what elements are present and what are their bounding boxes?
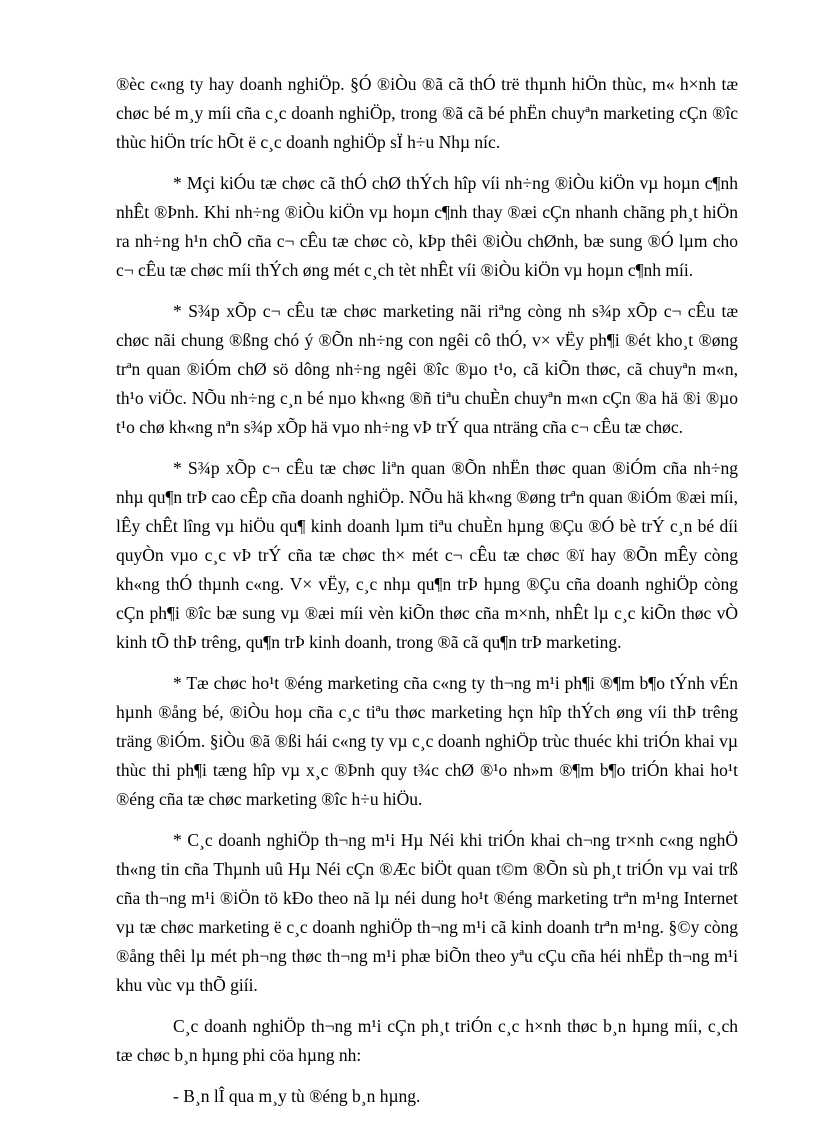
paragraph-5: * Tæ chøc ho¹t ®éng marketing cña c«ng ty th¬ng m¹i ph¶i ®¶m b¶o tÝnh vÉn hµnh ®ång bé, ®iÒu hoµ cña c¸c tiªu thøc marketing hçn hîp thÝch øng víi thÞ trêng träng ®iÓm. §iÒu ®ã ®ßi hái c«ng ty vµ c¸c doanh nghiÖp trùc thuéc khi triÓn khai vµ thùc thi ph¶i tæng hîp vµ x¸c ®Þnh quy t¾c chØ ®¹o nh»m ®¶m b¶o triÓn khai ho¹t ®éng cña tæ chøc marketing ®îc h÷u hiÖu. <box>116 673 738 809</box>
paragraph-4: * S¾p xÕp c¬ cÊu tæ chøc liªn quan ®Õn nhËn thøc quan ®iÓm cña nh÷ng nhµ qu¶n trÞ cao cÊp cña doanh nghiÖp. NÕu hä kh«ng ®øng trªn quan ®iÓm ®æi míi, lÊy chÊt lîng vµ hiÖu qu¶ kinh doanh lµm tiªu chuÈn hµng ®Çu ®Ó bè trÝ c¸n bé díi quyÒn vµo c¸c vÞ trÝ cña tæ chøc th× mét c¬ cÊu tæ chøc ®ï hay ®Õn mÊy còng kh«ng thÓ thµnh c«ng. V× vËy, c¸c nhµ qu¶n trÞ hµng ®Çu cña doanh nghiÖp còng cÇn ph¶i ®îc bæ sung vµ ®æi míi vèn kiÕn thøc cña m×nh, nhÊt lµ c¸c kiÕn thøc vÒ kinh tÕ thÞ trêng, qu¶n trÞ kinh doanh, trong ®ã cã qu¶n trÞ marketing. <box>116 458 738 652</box>
paragraph-8: - B¸n lÎ qua m¸y tù ®éng b¸n hµng. <box>173 1086 421 1106</box>
paragraph-1: ®èc c«ng ty hay doanh nghiÖp. §Ó ®iÒu ®ã cã thÓ trë thµnh hiÖn thùc, m« h×nh tæ chøc bé m¸y míi cña c¸c doanh nghiÖp, trong ®ã cã bé phËn chuyªn marketing cÇn ®îc thùc hiÖn tríc hÕt ë c¸c doanh nghiÖp sÏ h÷u Nhµ níc. <box>116 74 738 152</box>
paragraph-6: * C¸c doanh nghiÖp th¬ng m¹i Hµ Néi khi triÓn khai ch¬ng tr×nh c«ng nghÖ th«ng tin cña Thµnh uû Hµ Néi cÇn ®Æc biÖt quan t©m ®Õn sù ph¸t triÓn vµ vai trß cña th¬ng m¹i ®iÖn tö kÐo theo nã lµ néi dung ho¹t ®éng marketing trªn m¹ng Internet vµ tæ chøc marketing ë c¸c doanh nghiÖp th¬ng m¹i cã kinh doanh trªn m¹ng. §©y còng ®ång thêi lµ mét ph¬ng thøc th¬ng m¹i phæ biÕn theo yªu cÇu cña héi nhËp th¬ng m¹i khu vùc vµ thÕ giíi. <box>116 830 738 995</box>
paragraph-2: * Mçi kiÓu tæ chøc cã thÓ chØ thÝch hîp víi nh÷ng ®iÒu kiÖn vµ hoµn c¶nh nhÊt ®Þnh. Khi nh÷ng ®iÒu kiÖn vµ hoµn c¶nh thay ®æi cÇn nhanh chãng ph¸t hiÖn ra nh÷ng h¹n chÕ cña c¬ cÊu tæ chøc cò, kÞp thêi ®iÒu chØnh, bæ sung ®Ó lµm cho c¬ cÊu tæ chøc míi thÝch øng mét c¸ch tèt nhÊt víi ®iÒu kiÖn vµ hoµn c¶nh míi. <box>116 173 738 280</box>
paragraph-3: * S¾p xÕp c¬ cÊu tæ chøc marketing nãi riªng còng nh s¾p xÕp c¬ cÊu tæ chøc nãi chung ®ßng chó ý ®Õn nh÷ng con ngêi cô thÓ, v× vËy ph¶i ®ét kho¸t ®øng trªn quan ®iÓm chØ sö dông nh÷ng ngêi ®îc ®µo t¹o, cã kiÕn thøc, cã chuyªn m«n, th¹o viÖc. NÕu nh÷ng c¸n bé nµo kh«ng ®ñ tiªu chuÈn chuyªn m«n cÇn ®a hä ®i ®µo t¹o chø kh«ng nªn s¾p xÕp hä vµo nh÷ng vÞ trÝ qua nträng cña c¬ cÊu tæ chøc. <box>116 301 738 437</box>
paragraph-7: C¸c doanh nghiÖp th¬ng m¹i cÇn ph¸t triÓn c¸c h×nh thøc b¸n hµng míi, c¸ch tæ chøc b¸n hµng phi cöa hµng nh: <box>116 1016 738 1065</box>
document-page <box>116 70 738 1123</box>
